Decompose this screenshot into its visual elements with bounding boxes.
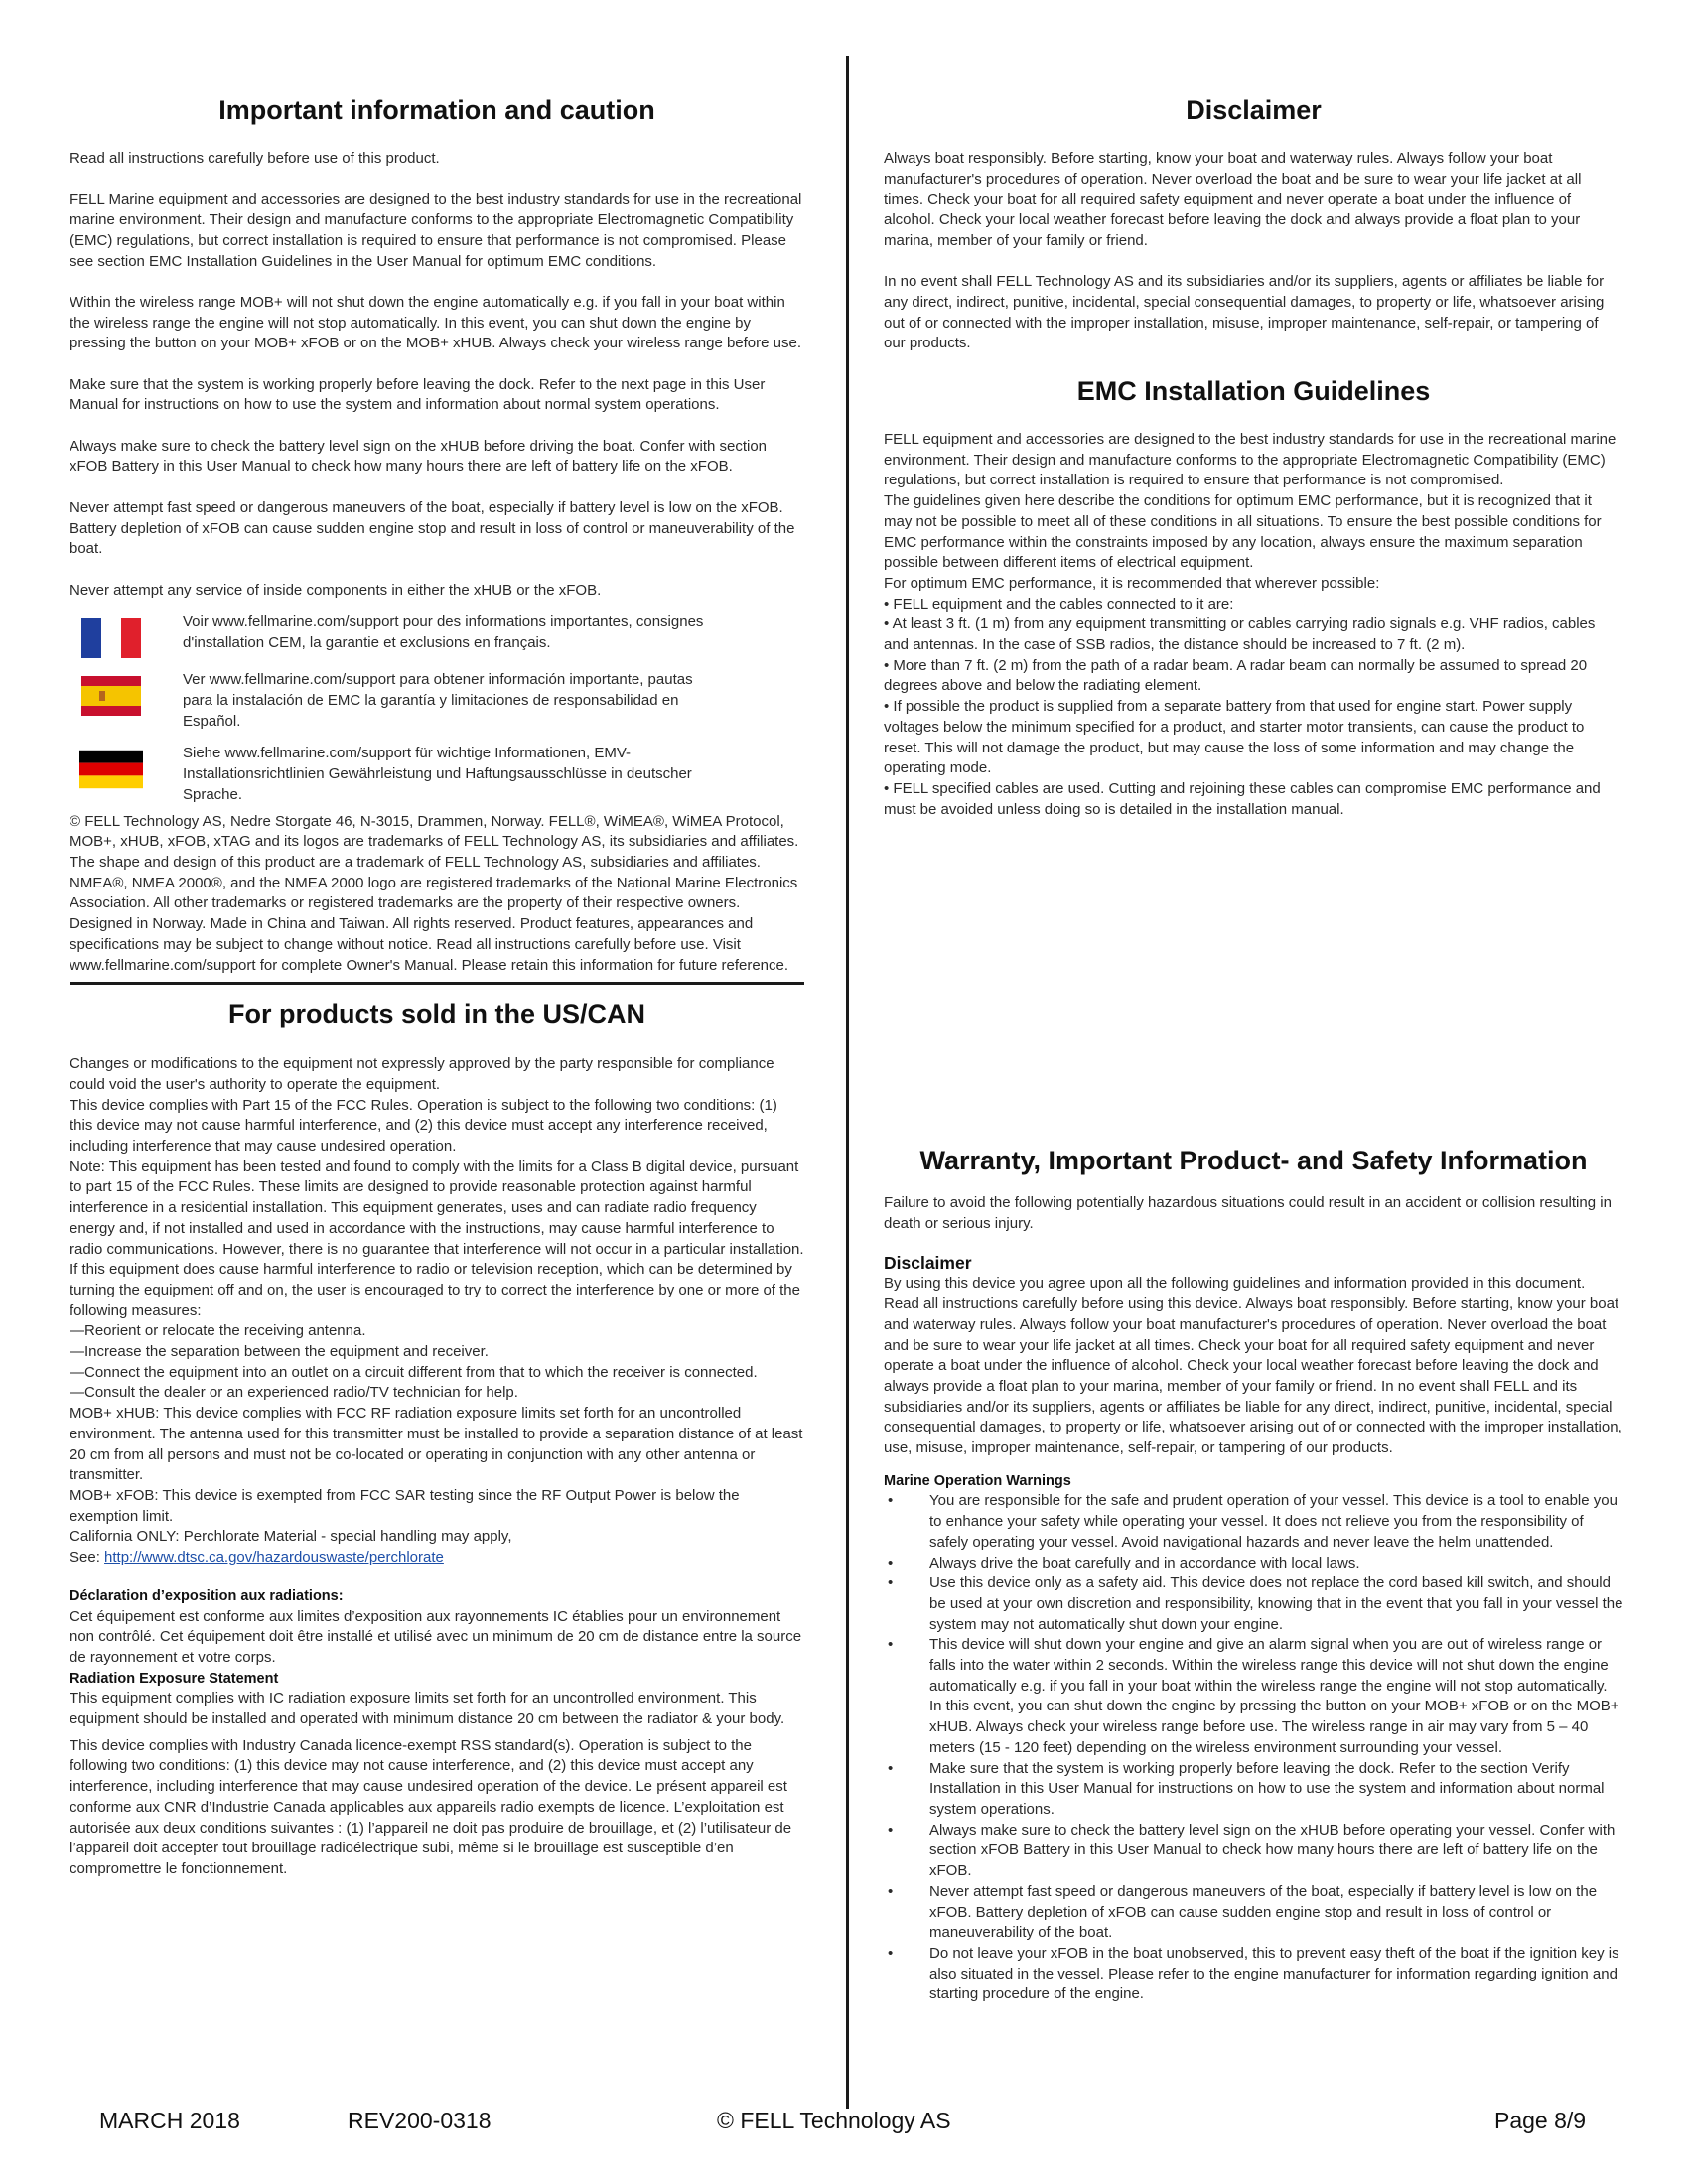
- uscan-line: —Consult the dealer or an experienced radio/TV technician for help.: [70, 1384, 518, 1402]
- emc-title: EMC Installation Guidelines: [1076, 376, 1431, 407]
- warranty-title: Warranty, Important Product- and Safety Information: [919, 1146, 1588, 1175]
- uscan-title: For products sold in the US/CAN: [227, 999, 645, 1029]
- warranty-disclaimer-text: By using this device you agree upon all the following guidelines and information provided in this document. Read all instructions carefully before using this device. Always boat responsibly. Before starting, know your boat and waterway rules. Always follow your boat manufacturer's procedures of operation. Never overload the boat and be sure to wear your life jacket at all times. Check your boat for all required safety equipment and never operate a boat under the influence of alcohol. Check your local weather forecast before leaving the dock and always provide a float plan to your marina, member of your family or friend. In no event shall FELL and its subsidiaries and/or its suppliers, agents or affiliates be liable for any direct, indirect, punitive, incidental, special consequential damages, to property or life, whatsoever arising out of or connected with the improper installation, use, misuse, improper maintenance, self-repair, or tampering of our products.: [884, 1275, 1622, 1457]
- emc-line: • FELL specified cables are used. Cutting and rejoining these cables can compromise EMC performance and must be avoided unless doing so is detailed in the installation manual.: [884, 779, 1601, 818]
- important-title: Important information and caution: [218, 95, 655, 125]
- important-paragraph: Read all instructions carefully before use of this product.: [70, 150, 440, 167]
- warning-item: • You are responsible for the safe and prudent operation of your vessel. This device is a tool to enable you to enhance your safety while operating your vessel. It does not relieve you from the responsibility of safely operating your vessel. Avoid navigational hazards and never leave the helm unattended.: [884, 1491, 1623, 1553]
- language-row-german: [70, 744, 804, 805]
- important-paragraph: Make sure that the system is working properly before leaving the dock. Refer to the next page in this User Manual for instructions on how to use the system and information about normal system operations.: [70, 375, 766, 414]
- left-column: [70, 93, 804, 1880]
- important-paragraph: Always make sure to check the battery level sign on the xHUB before driving the boat. Confer with section xFOB Battery in this User Manual to check how many hours there are left of battery life on the xFOB.: [70, 437, 768, 476]
- important-paragraph: Never attempt any service of inside components in either the xHUB or the xFOB.: [70, 581, 602, 599]
- uscan-line: MOB+ xFOB: This device is exempted from FCC SAR testing since the RF Output Power is below the exemption limit.: [70, 1486, 740, 1525]
- emc-line: FELL equipment and accessories are designed to the best industry standards for use in the recreational marine environment. Their design and manufacture conforms to the appropriate Electromagnetic Compatibility (EMC) regulations, but correct installation is required to ensure that performance is not compromised.: [884, 431, 1617, 489]
- warning-item: • Never attempt fast speed or dangerous maneuvers of the boat, especially if battery level is low on the xFOB. Battery depletion of xFOB can cause sudden engine stop and result in loss of control or maneuverability of the boat.: [884, 1882, 1623, 1944]
- emc-line: • If possible the product is supplied from a separate battery from that used for engine start. Power supply voltages below the minimum specified for a product, and starter motor transients, can cause the product to reset. This will not damage the product, but may cause the loss of some information and may change the operating mode.: [884, 698, 1585, 777]
- see-label: See:: [70, 1549, 105, 1567]
- marine-warnings-title: Marine Operation Warnings: [884, 1472, 1071, 1489]
- uscan-line: California ONLY: Perchlorate Material - special handling may apply,: [70, 1528, 512, 1546]
- language-text-french: Voir www.fellmarine.com/support pour des informations importantes, consignes d'installation CEM, la garantie et exclusions en français.: [183, 614, 704, 652]
- marine-warnings-list: [884, 1491, 1623, 2005]
- emc-line: • At least 3 ft. (1 m) from any equipment transmitting or cables carrying radio signals e.g. VHF radios, cables and antennas. In the case of SSB radios, the distance should be increased to 7 ft. (2 m).: [884, 615, 1596, 654]
- disclaimer-paragraph: In no event shall FELL Technology AS and its subsidiaries and/or its suppliers, agents or affiliates be liable for any direct, indirect, punitive, incidental, special consequential damages, to property or life, whatsoever arising out of or connected with the improper installation, misuse, improper maintenance, self-repair, or tampering of our products.: [884, 273, 1605, 352]
- uscan-line: Note: This equipment has been tested and found to comply with the limits for a Class B digital device, pursuant to part 15 of the FCC Rules. These limits are designed to provide reasonable protection against harmful interference in a residential installation. This equipment generates, uses and can radiate radio frequency energy and, if not installed and used in accordance with the instructions, may cause harmful interference to radio communications. However, there is no guarantee that interference will not occur in a particular installation. If this equipment does cause harmful interference to radio or television reception, which can be determined by turning the equipment off and on, the user is encouraged to try to correct the interference by one or more of the following measures:: [70, 1158, 804, 1319]
- uscan-line: This device complies with Part 15 of the FCC Rules. Operation is subject to the following two conditions: (1) this device may not cause harmful interference, and (2) this device must accept any interference received, including interference that may cause undesired operation.: [70, 1096, 777, 1156]
- language-row-spanish: [70, 670, 804, 732]
- uscan-line: —Connect the equipment into an outlet on a circuit different from that to which the receiver is connected.: [70, 1363, 758, 1381]
- copyright-notice: © FELL Technology AS, Nedre Storgate 46, N-3015, Drammen, Norway. FELL®, WiMEA®, WiMEA Protocol, MOB+, xHUB, xFOB, xTAG and its logos are trademarks of FELL Technology AS, its subsidiaries and affiliates. The shape and design of this product are a trademark of FELL Technology AS, subsidiaries and affiliates. NMEA®, NMEA 2000®, and the NMEA 2000 logo are registered trademarks of the National Marine Electronics Association. All other trademarks or registered trademarks are the property of their respective owners. Designed in Norway. Made in China and Taiwan. All rights reserved. Product features, appearances and specifications may be subject to change without notice. Read all instructions carefully before use. Visit www.fellmarine.com/support for complete Owner's Manual. Please retain this information for future reference.: [70, 812, 799, 974]
- industry-canada-text: This device complies with Industry Canada licence-exempt RSS standard(s). Operation is subject to the following two conditions: (1) this device may not cause interference, and (2) this device must accept any interference, including interference that may cause undesired operation of the device. Le présent appareil est conforme aux CNR d’Industrie Canada applicables aux appareils radio exempts de licence. L’exploitation est autorisée aux deux conditions suivantes : (1) l’appareil ne doit pas produire de brouillage, et (2) l’utilisateur de l’appareil doit accepter tout brouillage radioélectrique subi, même si le brouillage est susceptible d’en compromettre le fonctionnement.: [70, 1736, 792, 1877]
- right-column: [884, 93, 1623, 2003]
- warning-item: • This device will shut down your engine and give an alarm signal when you are out of wireless range or falls into the water within 2 seconds. Within the wireless range this device will not shut down the engine automatically e.g. if you fall in your boat within the wireless range the engine will not stop automatically. In this event, you can shut down the engine by pressing the button on your MOB+ xFOB or on the MOB+ xHUB. Always check your wireless range before use. The wireless range in air may vary from 5 – 40 meters (15 - 120 feet) depending on the wireless environment surrounding your vessel.: [884, 1635, 1623, 1758]
- emc-line: For optimum EMC performance, it is recommended that wherever possible:: [884, 574, 1380, 592]
- radiation-text: This equipment complies with IC radiation exposure limits set forth for an uncontrolled environment. This equipment should be installed and operated with minimum distance 20 cm between the radiator & your body.: [70, 1690, 785, 1728]
- declaration-title: Déclaration d’exposition aux radiations:: [70, 1587, 344, 1604]
- uscan-section: [70, 997, 804, 1879]
- uscan-line: —Reorient or relocate the receiving antenna.: [70, 1322, 366, 1340]
- emc-line: The guidelines given here describe the conditions for optimum EMC performance, but it is recognized that it may not be possible to meet all of these conditions in all situations. To ensure the best possible conditions for EMC performance within the constraints imposed by any location, always ensure the maximum separation possible between different items of electrical equipment.: [884, 492, 1602, 572]
- important-paragraph: Within the wireless range MOB+ will not shut down the engine automatically e.g. if you fall in your boat within the wireless range the engine will not stop automatically. In this event, you can shut down the engine by pressing the button on your MOB+ xFOB or on the MOB+ xHUB. Always check your wireless range before use.: [70, 293, 802, 352]
- see-line: [70, 1548, 804, 1569]
- footer-revision: REV200-0318: [348, 2108, 492, 2133]
- france-flag-icon: [79, 618, 143, 658]
- emc-line: • More than 7 ft. (2 m) from the path of a radar beam. A radar beam can normally be assumed to spread 20 degrees above and below the radiating element.: [884, 656, 1588, 695]
- radiation-title: Radiation Exposure Statement: [70, 1670, 279, 1687]
- spain-flag-icon: [79, 676, 143, 716]
- warning-item: • Do not leave your xFOB in the boat unobserved, this to prevent easy theft of the boat if the ignition key is also situated in the vessel. Please refer to the engine manufacturer for information regarding ignition and starting procedure of the engine.: [884, 1944, 1623, 2005]
- warning-item: • Always drive the boat carefully and in accordance with local laws.: [884, 1554, 1623, 1574]
- warning-item: • Use this device only as a safety aid. This device does not replace the cord based kill switch, and should be used at your own discretion and responsibility, knowing that in the event that you fall in your vessel the system may not automatically shut down your engine.: [884, 1573, 1623, 1635]
- important-paragraph: FELL Marine equipment and accessories are designed to the best industry standards for use in the recreational marine environment. Their design and manufacture conforms to the appropriate Electromagnetic Compatibility (EMC) regulations, but correct installation is required to ensure that performance is not compromised. Please see section EMC Installation Guidelines in the User Manual for optimum EMC conditions.: [70, 191, 802, 270]
- emc-section: [884, 374, 1623, 820]
- important-section: [70, 93, 804, 976]
- column-divider: [846, 56, 849, 2109]
- germany-flag-icon: [79, 750, 143, 789]
- uscan-line: Changes or modifications to the equipment not expressly approved by the party responsible for compliance could void the user's authority to operate the equipment.: [70, 1055, 774, 1093]
- footer-date: MARCH 2018: [99, 2108, 240, 2133]
- warranty-disclaimer-title: Disclaimer: [884, 1253, 972, 1274]
- language-row-french: [70, 613, 804, 658]
- warning-item: • Always make sure to check the battery level sign on the xHUB before operating your vessel. Confer with section xFOB Battery in this User Manual to check how many hours there are left of battery life on the xFOB.: [884, 1821, 1623, 1882]
- footer-copyright: © FELL Technology AS: [717, 2108, 951, 2133]
- uscan-line: MOB+ xHUB: This device complies with FCC RF radiation exposure limits set forth for an uncontrolled environment. The antenna used for this transmitter must be installed to provide a separation distance of at least 20 cm from all persons and must not be co-located or operating in conjunction with any other antenna or transmitter.: [70, 1405, 803, 1484]
- disclaimer-paragraph: Always boat responsibly. Before starting, know your boat and waterway rules. Always follow your boat manufacturer's procedures of operation. Never overload the boat and be sure to wear your life jacket at all times. Check your boat for all required safety equipment and never operate a boat under the influence of alcohol. Check your local weather forecast before leaving the dock and always provide a float plan to your marina, member of your family or friend.: [884, 150, 1582, 249]
- declaration-text: Cet équipement est conforme aux limites d’exposition aux rayonnements IC établies pour un environnement non contrôlé. Cet équipement doit être installé et utilisé avec un minimum de 20 cm de distance entre la source de rayonnement et votre corps.: [70, 1607, 802, 1666]
- section-divider: [70, 982, 804, 985]
- footer-page-number: Page 8/9: [1494, 2108, 1587, 2133]
- disclaimer-section: [884, 93, 1623, 354]
- disclaimer-title: Disclaimer: [1186, 95, 1322, 125]
- warranty-intro: Failure to avoid the following potentially hazardous situations could result in an accident or collision resulting in death or serious injury.: [884, 1194, 1612, 1232]
- language-text-spanish: Ver www.fellmarine.com/support para obtener información importante, pautas para la instalación de EMC la garantía y limitaciones de responsabilidad en Español.: [183, 671, 693, 730]
- emc-line: • FELL equipment and the cables connected to it are:: [884, 595, 1234, 613]
- page-footer: [0, 2108, 1688, 2139]
- perchlorate-link[interactable]: http://www.dtsc.ca.gov/hazardouswaste/perchlorate: [104, 1549, 444, 1567]
- warranty-section: [884, 1144, 1623, 2005]
- language-text-german: Siehe www.fellmarine.com/support für wichtige Informationen, EMV-Installationsrichtlinien Gewährleistung und Haftungsausschlüsse in deutscher Sprache.: [183, 745, 692, 803]
- important-paragraph: Never attempt fast speed or dangerous maneuvers of the boat, especially if battery level is low on the xFOB. Battery depletion of xFOB can cause sudden engine stop and result in loss of control or maneuverability of the boat.: [70, 498, 795, 558]
- warning-item: • Make sure that the system is working properly before leaving the dock. Refer to the section Verify Installation in this User Manual for instructions on how to use the system and information about normal system operations.: [884, 1759, 1623, 1821]
- uscan-line: —Increase the separation between the equipment and receiver.: [70, 1343, 489, 1361]
